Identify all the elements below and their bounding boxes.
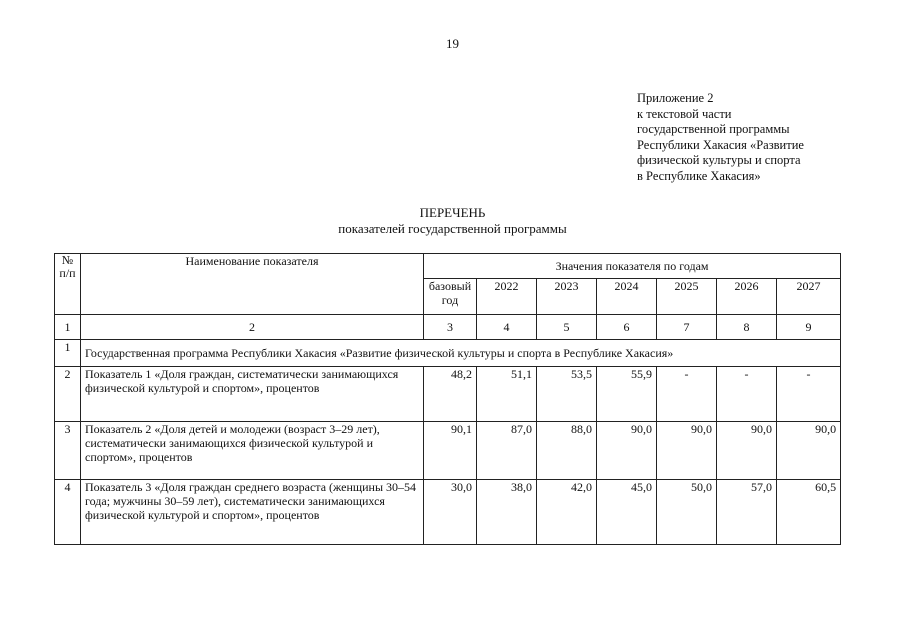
header-year: 2027	[777, 279, 841, 315]
header-year: 2024	[597, 279, 657, 315]
column-number: 5	[537, 315, 597, 340]
value-cell: 57,0	[717, 480, 777, 545]
column-number: 3	[424, 315, 477, 340]
page-number: 19	[446, 36, 459, 51]
indicator-name: Показатель 3 «Доля граждан среднего возраста (женщины 30–54 года; мужчины 30–59 лет), систематически занимающихся физической культурой и спортом», процентов	[81, 480, 424, 545]
value-cell: 48,2	[424, 367, 477, 422]
column-number: 4	[477, 315, 537, 340]
header-name: Наименование показателя	[81, 254, 424, 315]
value-cell: 90,0	[717, 422, 777, 480]
header-year: 2023	[537, 279, 597, 315]
row-number: 3	[55, 422, 81, 480]
column-number: 6	[597, 315, 657, 340]
appendix-line: государственной программы	[637, 122, 790, 136]
table-row	[55, 480, 841, 545]
header-values: Значения показателя по годам	[424, 254, 841, 279]
value-cell: 50,0	[657, 480, 717, 545]
appendix-line: в Республике Хакасия»	[637, 168, 761, 183]
value-cell: -	[777, 367, 841, 422]
program-row	[55, 340, 841, 367]
value-cell: 90,0	[657, 422, 717, 480]
header-year: базовый год	[424, 279, 477, 315]
header-year: 2022	[477, 279, 537, 315]
value-cell: 42,0	[537, 480, 597, 545]
indicator-name: Показатель 1 «Доля граждан, систематически занимающихся физической культурой и спортом», процентов	[81, 367, 424, 422]
value-cell: 87,0	[477, 422, 537, 480]
indicators-table	[54, 253, 841, 545]
value-cell: 90,0	[597, 422, 657, 480]
header-row	[55, 254, 841, 279]
value-cell: 55,9	[597, 367, 657, 422]
column-number: 1	[55, 315, 81, 340]
appendix-note	[637, 91, 804, 184]
table-row	[55, 422, 841, 480]
value-cell: -	[717, 367, 777, 422]
table-row	[55, 367, 841, 422]
row-number: 2	[55, 367, 81, 422]
header-number: № п/п	[55, 254, 81, 315]
value-cell: -	[657, 367, 717, 422]
value-cell: 45,0	[597, 480, 657, 545]
appendix-line: к текстовой части	[637, 106, 732, 121]
column-number: 8	[717, 315, 777, 340]
appendix-line: Приложение 2	[637, 91, 714, 105]
document-title	[0, 205, 905, 237]
value-cell: 51,1	[477, 367, 537, 422]
value-cell: 90,1	[424, 422, 477, 480]
value-cell: 88,0	[537, 422, 597, 480]
value-cell: 60,5	[777, 480, 841, 545]
value-cell: 53,5	[537, 367, 597, 422]
row-number: 1	[55, 340, 81, 367]
column-number: 7	[657, 315, 717, 340]
header-year: 2026	[717, 279, 777, 315]
indicator-name: Показатель 2 «Доля детей и молодежи (возраст 3–29 лет), систематически занимающихся физической культурой и спортом», процентов	[81, 422, 424, 480]
value-cell: 30,0	[424, 480, 477, 545]
appendix-line: физической культуры и спорта	[637, 153, 801, 167]
title-line-1: ПЕРЕЧЕНЬ	[419, 205, 486, 220]
value-cell: 90,0	[777, 422, 841, 480]
program-name: Государственная программа Республики Хакасия «Развитие физической культуры и спорта в Республике Хакасия»	[81, 340, 841, 367]
row-number: 4	[55, 480, 81, 545]
column-number: 9	[777, 315, 841, 340]
title-line-2: показателей государственной программы	[338, 221, 567, 236]
column-numbers-row	[55, 315, 841, 340]
value-cell: 38,0	[477, 480, 537, 545]
appendix-line: Республики Хакасия «Развитие	[637, 137, 804, 152]
header-year: 2025	[657, 279, 717, 315]
column-number: 2	[81, 315, 424, 340]
